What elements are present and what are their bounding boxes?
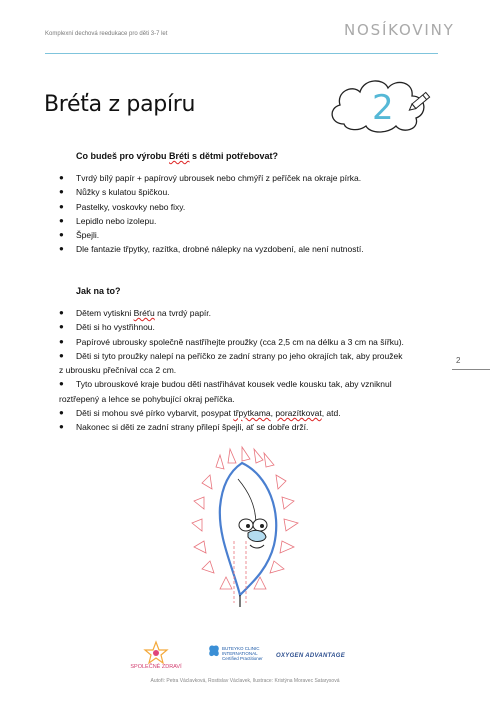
header-rule — [45, 53, 438, 54]
butterfly-icon — [208, 644, 220, 658]
buteyko-logo: BUTEYKO CLINIC INTERNATIONAL Certified Practitioner — [208, 644, 278, 663]
list-item: ● Děti si mohou své pírko vybarvit, posypat třpytkama, porazítkovat, atd. — [59, 408, 341, 419]
list-item: ● Dle fantazie třpytky, razítka, drobné nálepky na vyzdobení, ale není nutností. — [59, 244, 364, 255]
steps-list — [59, 306, 459, 435]
cloud-number-icon — [326, 74, 436, 136]
section2-heading: Jak na to? — [76, 286, 121, 296]
list-item: ● Nůžky s kulatou špičkou. — [59, 187, 170, 198]
credits: Autoři: Petra Václavková, Rostislav Václavek, Ilustrace: Kristýna Moravec Satarysová — [150, 678, 340, 684]
logo1-text: SPOLEČNĚ ZDRAVÍ — [130, 664, 182, 670]
materials-list — [59, 171, 459, 257]
cloud-number: 2 — [372, 88, 394, 128]
list-item: ● Špejli. — [59, 230, 100, 241]
list-item: ● Děti si tyto proužky nalepí na peříčko ze zadní strany po jeho okrajích tak, aby proužek z ubrousku přečníval cca 2 cm. — [59, 350, 403, 376]
section1-heading: Co budeš pro výrobu Bréti s dětmi potřebovat? — [76, 151, 279, 161]
feather-character-illustration — [190, 445, 305, 610]
star-logo-icon — [128, 640, 184, 664]
list-item: ● Lepidlo nebo izolepu. — [59, 215, 157, 226]
list-item: ● Pastelky, voskovky nebo fixy. — [59, 201, 186, 212]
list-item: ● Děti si ho vystřihnou. — [59, 322, 155, 333]
header-subtitle: Komplexní dechová reedukace pro děti 3-7 let — [45, 31, 168, 37]
list-item: ● Papírové ubrousky společně nastříhejte proužky (cca 2,5 cm na délku a 3 cm na šířku). — [59, 336, 404, 347]
page-number: 2 — [456, 356, 461, 365]
page-title: Bréťa z papíru — [44, 92, 196, 117]
list-item: ● Tvrdý bílý papír + papírový ubrousek nebo chmýří z peříček na okraje pírka. — [59, 173, 362, 183]
partner-logos — [128, 640, 368, 672]
list-item: ● Nakonec si děti ze zadní strany přilepí špejli, ať se dobře drží. — [59, 422, 309, 433]
page-number-rule — [452, 369, 490, 370]
header-brand: NOSÍKOVINY — [344, 21, 455, 39]
list-item: ● Tyto ubrouskové kraje budou děti nastřihávat kousek vedle kousku tak, aby vzniknul roztřepený a lehce se pohybující okraj peříčka. — [59, 379, 392, 404]
list-item: ● Dětem vytiskni Bréťu na tvrdý papír. — [59, 308, 212, 318]
oxygen-advantage-logo: OXYGEN ADVANTAGE — [276, 653, 346, 659]
